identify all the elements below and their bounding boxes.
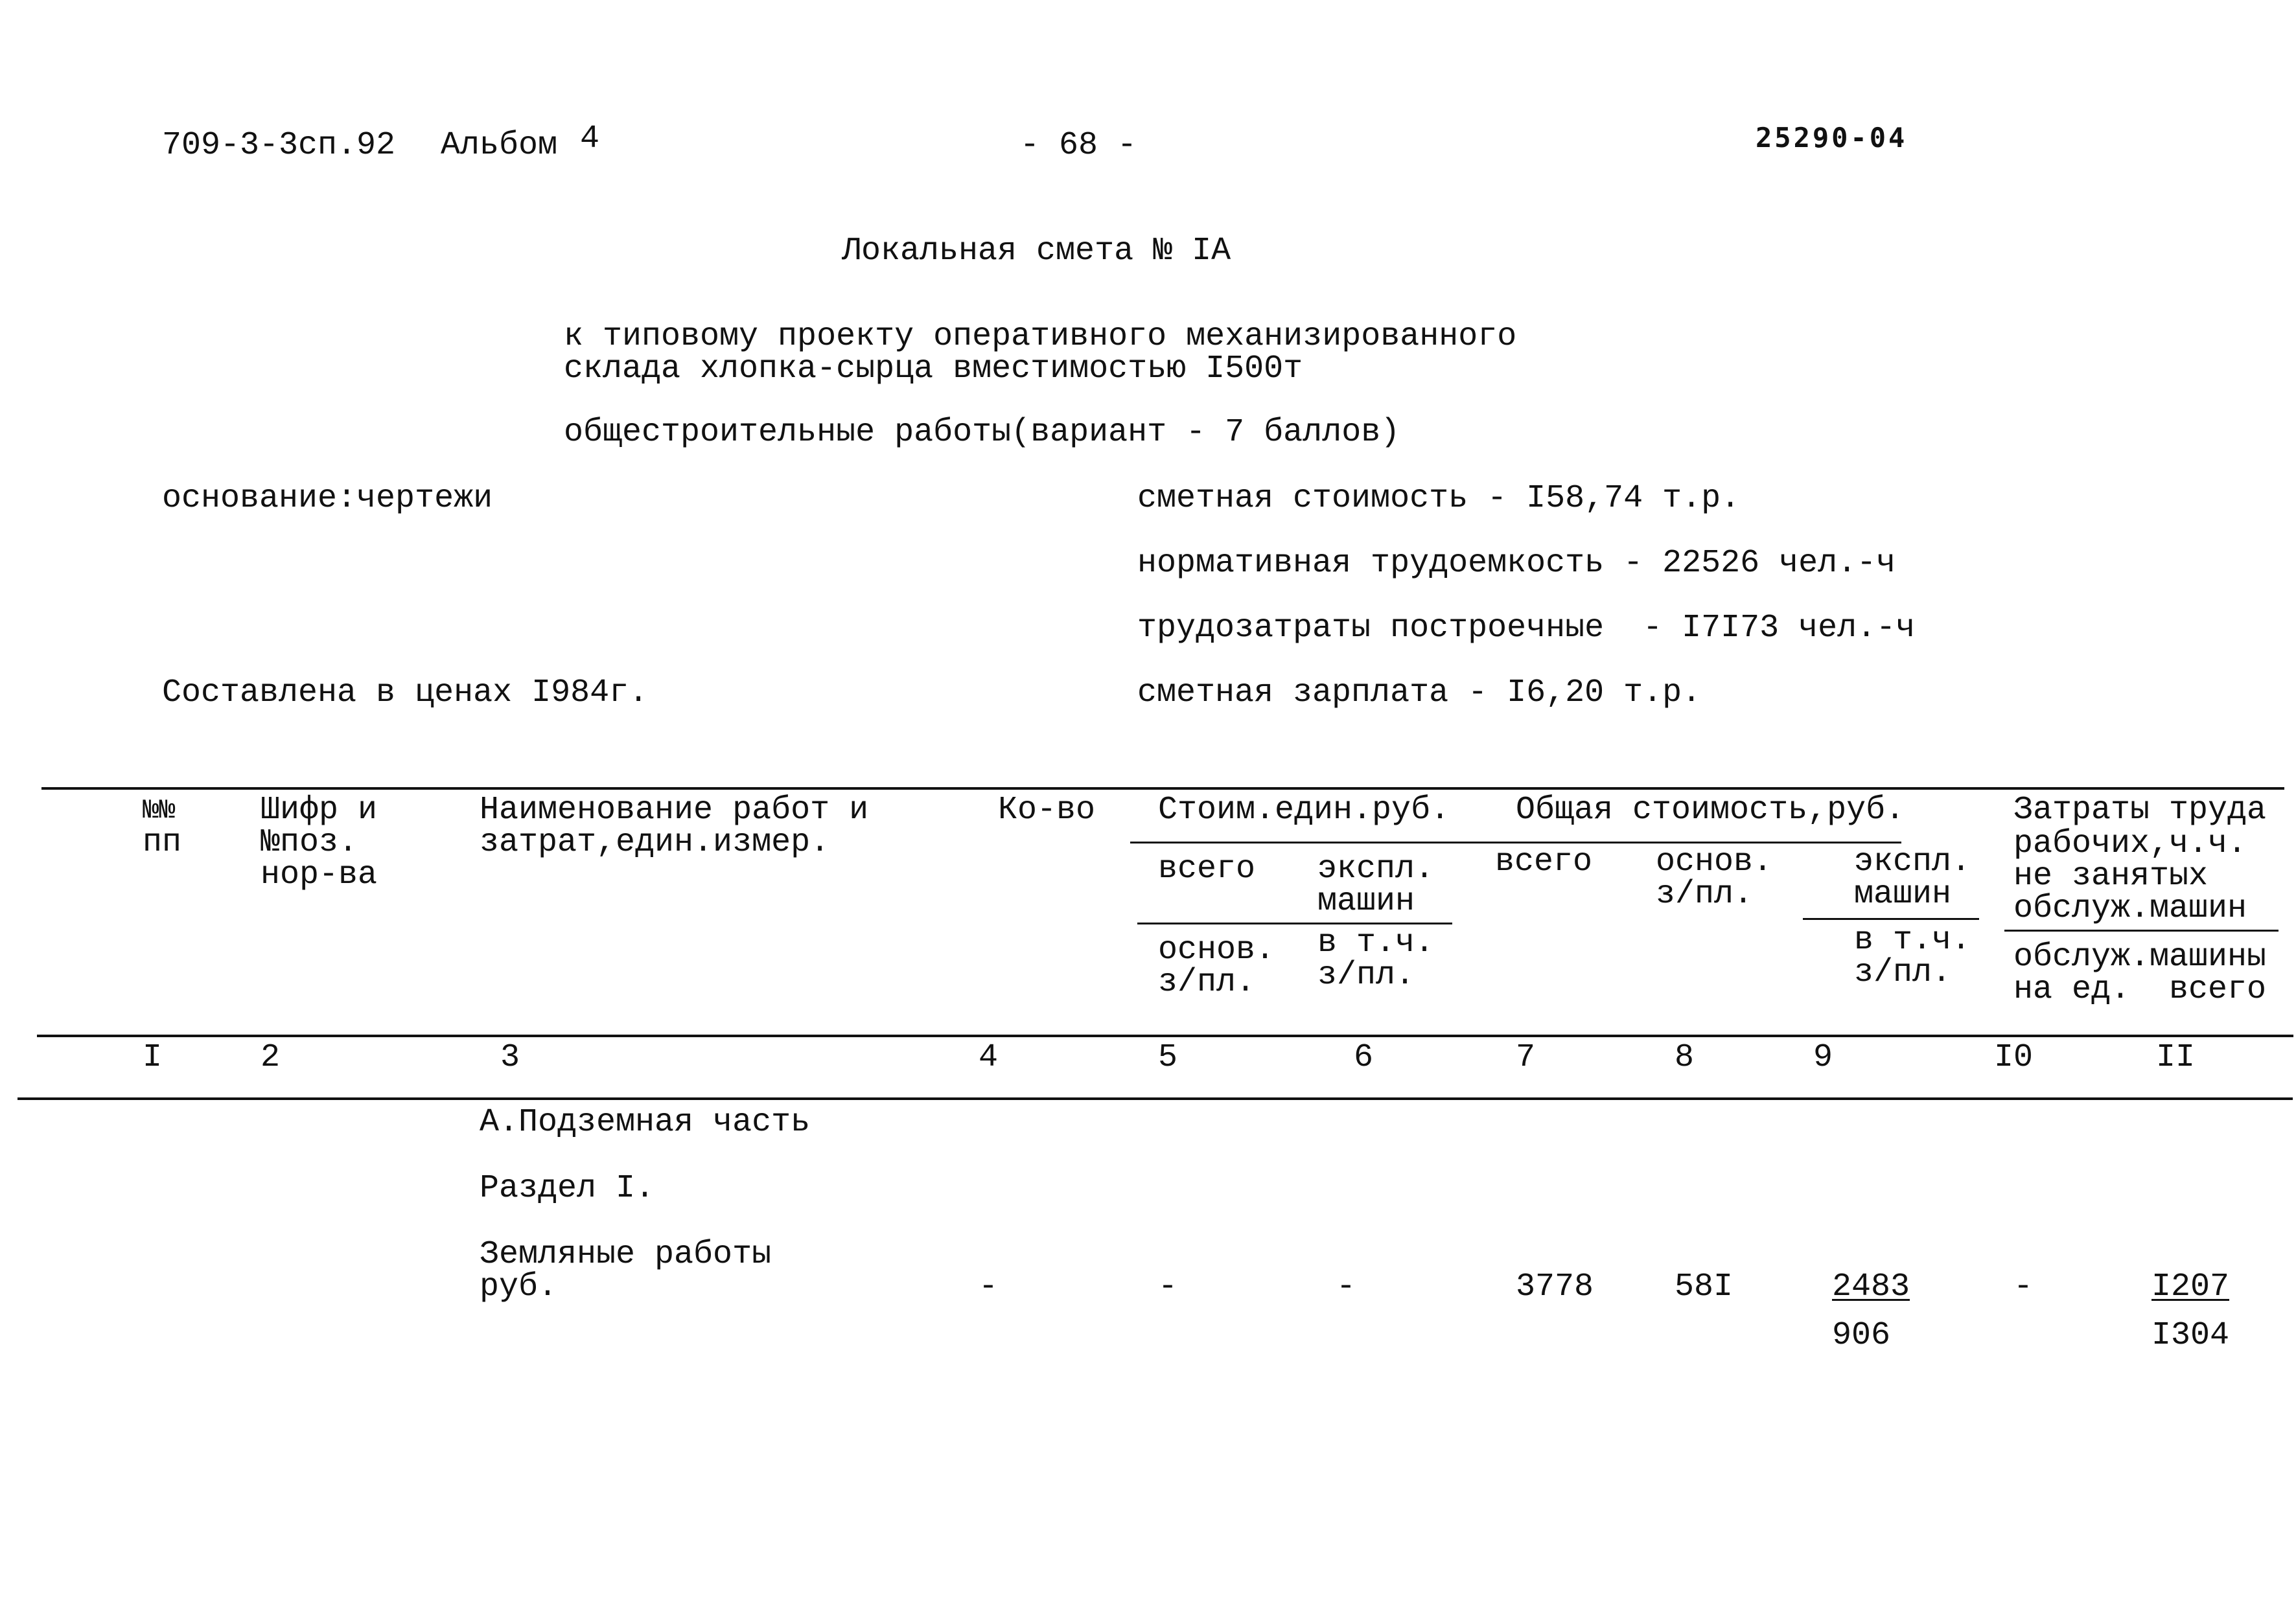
col-number-6: 6: [1354, 1039, 1374, 1076]
col-number-7: 7: [1516, 1039, 1536, 1076]
summary-labor-site: трудозатраты построечные - I7I73 чел.-ч: [1137, 610, 1916, 647]
header-labor-2: рабочих,ч.ч.: [2013, 825, 2247, 862]
sub-rule-9: [1803, 918, 1979, 920]
header-c7: всего: [1495, 843, 1593, 880]
col-number-3: 3: [500, 1039, 520, 1076]
header-c6-top-2: машин: [1317, 883, 1415, 920]
header-c5-bottom-2: з/пл.: [1158, 964, 1256, 1001]
row-c7: 3778: [1516, 1268, 1594, 1305]
summary-wages: сметная зарплата - I6,20 т.р.: [1137, 674, 1702, 711]
header-c9-bottom-1: в т.ч.: [1854, 922, 1971, 959]
section-part: А.Подземная часть: [480, 1104, 811, 1141]
header-c4: Ко-во: [998, 792, 1096, 829]
header-labor-bottom-1: обслуж.машины: [2013, 939, 2267, 976]
summary-labor-norm: нормативная трудоемкость - 22526 чел.-ч: [1137, 545, 1896, 582]
subtitle-line-1: к типовому проекту оперативного механизированного: [564, 318, 1517, 355]
header-c3-line2: затрат,един.измер.: [480, 824, 830, 861]
header-c9-bottom-2: з/пл.: [1854, 954, 1952, 991]
summary-cost: сметная стоимость - I58,74 т.р.: [1137, 480, 1741, 517]
row-c11-top: I207: [2151, 1268, 2230, 1305]
col-number-10: I0: [1994, 1039, 2034, 1076]
header-c2-line1: Шифр и: [261, 792, 378, 829]
header-c1-line2: пп: [143, 824, 182, 861]
section-title: Раздел I.: [480, 1170, 655, 1207]
header-c6-bottom-1: в т.ч.: [1317, 924, 1435, 961]
page-title: Локальная смета № IА: [842, 233, 1231, 270]
subtitle-line-2: склада хлопка-сырца вместимостью I500т: [564, 350, 1303, 387]
header-labor-3: не занятых: [2013, 858, 2209, 895]
header-unit-cost: Стоим.един.руб.: [1158, 792, 1450, 829]
inventory-number: 25290-04: [1756, 122, 1908, 154]
header-c5-top: всего: [1158, 851, 1256, 888]
row-c8: 58I: [1675, 1268, 1734, 1305]
col-number-11: II: [2156, 1039, 2196, 1076]
header-c2-line3: нор-ва: [261, 856, 378, 893]
col-number-4: 4: [979, 1039, 999, 1076]
sub-rule-labor: [2004, 930, 2279, 932]
row-name-line2: руб.: [480, 1268, 558, 1305]
header-total-cost: Общая стоимость,руб.: [1516, 792, 1905, 829]
row-qty: -: [979, 1268, 999, 1305]
header-c6-top-1: экспл.: [1317, 851, 1435, 888]
prices-basis: Составлена в ценах I984г.: [162, 674, 649, 711]
col-number-1: I: [143, 1039, 163, 1076]
header-c8-2: з/пл.: [1656, 876, 1754, 913]
row-c9-top: 2483: [1832, 1268, 1910, 1305]
header-c5-bottom-1: основ.: [1158, 932, 1275, 969]
row-c11-bottom: I304: [2151, 1317, 2230, 1354]
album-number: 4: [580, 120, 600, 157]
album-label: Альбом: [441, 127, 558, 164]
col-number-2: 2: [261, 1039, 281, 1076]
table-top-rule: [41, 787, 2284, 790]
header-labor-4: обслуж.машин: [2013, 890, 2247, 927]
row-c10: -: [2013, 1268, 2034, 1305]
col-number-8: 8: [1675, 1039, 1695, 1076]
header-c2-line2: №поз.: [261, 824, 358, 861]
row-c6: -: [1336, 1268, 1356, 1305]
row-c5: -: [1158, 1268, 1178, 1305]
header-c3-line1: Наименование работ и: [480, 792, 869, 829]
col-number-5: 5: [1158, 1039, 1178, 1076]
page-number: - 68 -: [1020, 127, 1137, 164]
header-c1-line1: №№: [143, 795, 176, 826]
header-bottom-rule: [37, 1035, 2293, 1037]
work-type: общестроительные работы(вариант - 7 баллов): [564, 414, 1400, 451]
header-labor-bottom-2: на ед. всего: [2013, 971, 2267, 1008]
row-name-line1: Земляные работы: [480, 1236, 772, 1273]
header-c9-top-2: машин: [1854, 876, 1952, 913]
header-c8-1: основ.: [1656, 843, 1773, 880]
header-labor-1: Затраты труда: [2013, 792, 2267, 829]
header-c6-bottom-2: з/пл.: [1317, 957, 1415, 994]
col-number-9: 9: [1813, 1039, 1833, 1076]
basis: основание:чертежи: [162, 480, 493, 517]
column-numbers-rule: [17, 1097, 2293, 1100]
row-c9-bottom: 906: [1832, 1317, 1891, 1354]
document-code: 709-3-3сп.92: [162, 127, 396, 164]
header-c9-top-1: экспл.: [1854, 843, 1971, 880]
